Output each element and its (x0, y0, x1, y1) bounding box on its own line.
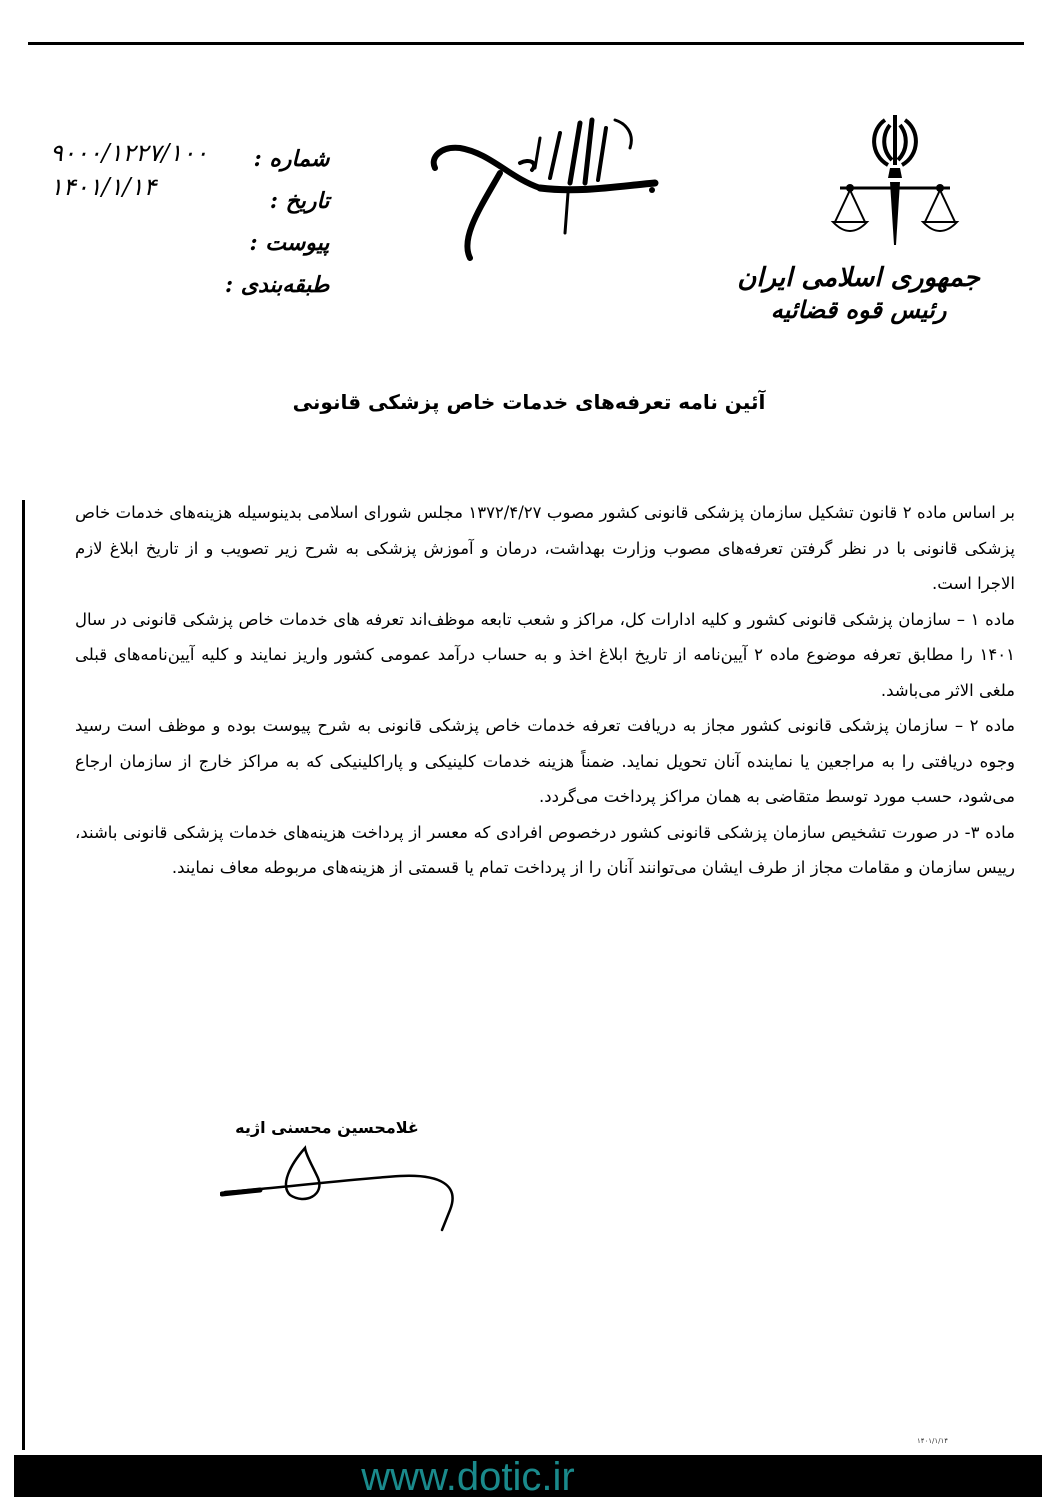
footer-small-note: ۱۴۰۱/۱/۱۴ (916, 1437, 948, 1445)
document-body (75, 495, 1015, 886)
document-title: آئین نامه تعرفه‌های خدمات خاص پزشکی قانونی (292, 390, 766, 414)
signer-name: غلامحسین محسنی اژیه (235, 1118, 419, 1137)
letter-date: ۱۴۰۱/۱/۱۴ (50, 173, 157, 201)
article-3-paragraph: ماده ۳- در صورت تشخیص سازمان پزشکی قانونی کشور درخصوص افرادی که معسر از پرداخت هزینه‌های خدمات پزشکی قانونی باشند، رییس سازمان و مقامات مجاز از طرف ایشان می‌توانند آنان را از پرداخت تمام یا قسمتی از هزینه‌های مربوطه معاف نمایند. (75, 822, 1016, 877)
footer-watermark-bar (14, 1455, 1042, 1497)
number-label: شماره : (253, 146, 330, 172)
bismillah-calligraphy-icon (420, 108, 660, 268)
iran-judiciary-emblem-icon (830, 110, 960, 260)
watermark-link[interactable]: www.dotic.ir (361, 1455, 575, 1499)
top-border-line (28, 42, 1024, 45)
organization-line-1: جمهوری اسلامی ایران (737, 263, 980, 293)
date-label: تاریخ : (269, 188, 330, 214)
left-border-line (22, 500, 25, 1450)
attachment-label: پیوست : (249, 230, 330, 256)
classification-label: طبقه‌بندی : (225, 272, 330, 298)
article-1-paragraph: ماده ۱ – سازمان پزشکی قانونی کشور و کلیه ادارات کل، مراکز و شعب تابعه موظف‌اند تعرفه های خدمات خاص پزشکی قانونی در سال ۱۴۰۱ را مطابق تعرفه موضوع ماده ۲ آیین‌نامه از تاریخ ابلاغ اخذ و به حساب درآمد عمومی کشور واریز نمایند و کلیه آیین‌نامه‌های قبلی ملغی الاثر می‌باشد. (75, 609, 1015, 700)
letter-meta-labels (225, 138, 329, 306)
preamble-paragraph: بر اساس ماده ۲ قانون تشکیل سازمان پزشکی قانونی کشور مصوب ۱۳۷۲/۴/۲۷ مجلس شورای اسلامی بدینوسیله هزینه‌های خدمات خاص پزشکی قانونی با در نظر گرفتن تعرفه‌های مصوب وزارت بهداشت، درمان و آموزش پزشکی به شرح زیر تصویب و از تاریخ ابلاغ لازم الاجرا است. (75, 503, 1015, 593)
letter-meta-values (50, 136, 208, 204)
organization-name (737, 262, 980, 325)
article-2-paragraph: ماده ۲ – سازمان پزشکی قانونی کشور مجاز به دریافت تعرفه خدمات خاص پزشکی قانونی به شرح پیوست بوده و موظف است رسید وجوه دریافتی را به مراجعین یا نماینده آنان تحویل نماید. ضمناً هزینه خدمات کلینیکی و پاراکلینیکی که به مراکز خارج از سازمان ارجاع می‌شود، حسب مورد توسط متقاضی به همان مراکز پرداخت می‌گردد. (75, 716, 1015, 806)
letter-number: ۹۰۰۰/۱۲۲۷/۱۰۰ (50, 139, 208, 167)
handwritten-signature-icon (220, 1140, 480, 1250)
organization-line-2: رئیس قوه قضائیه (770, 294, 947, 324)
